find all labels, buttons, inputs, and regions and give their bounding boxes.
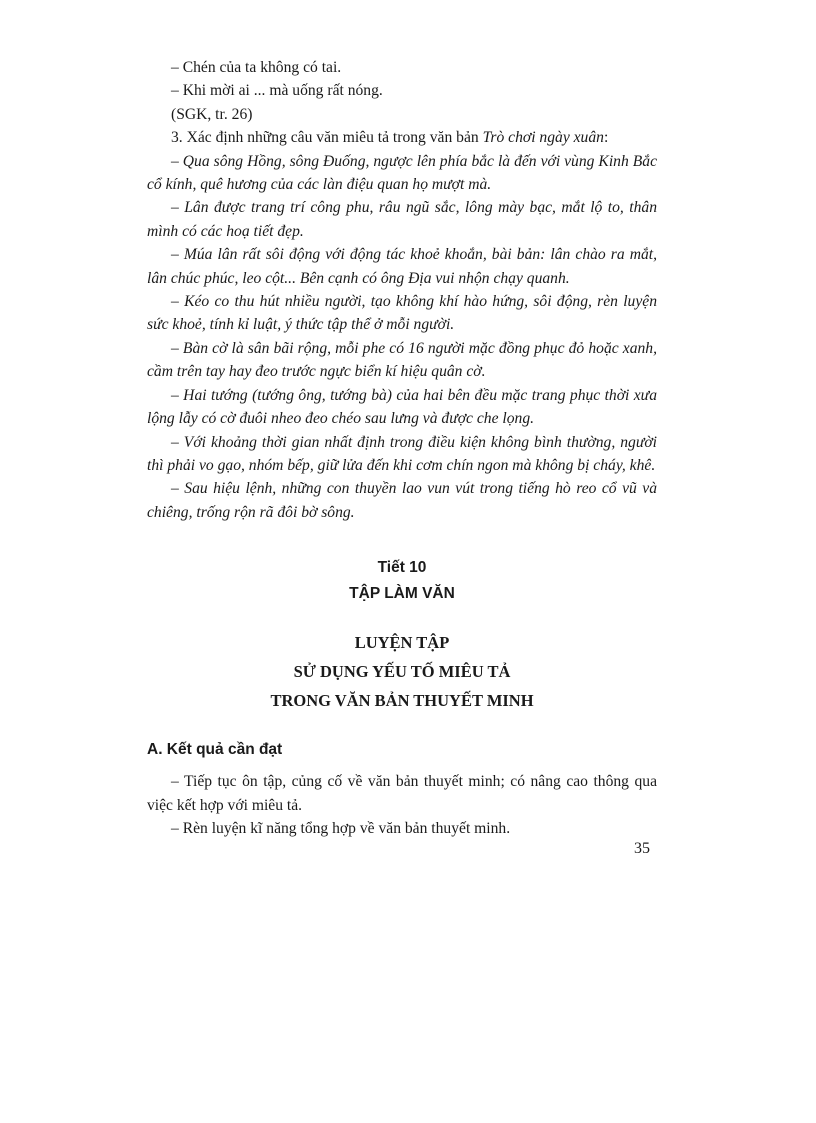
answer-item: – Lân được trang trí công phu, râu ngũ sắc, lông mày bạc, mắt lộ to, thân mình có các hoạ tiết đẹp.	[147, 199, 657, 240]
objective-item: – Rèn luyện kĩ năng tổng hợp về văn bản thuyết minh.	[171, 819, 511, 837]
answer-item: – Múa lân rất sôi động với động tác khoẻ khoắn, bài bản: lân chào ra mắt, lân chúc phúc, leo cột... Bên cạnh có ông Địa vui nhộn chạy quanh.	[147, 246, 657, 287]
question-prefix: 3. Xác định những câu văn miêu tả trong văn bản	[171, 129, 483, 147]
source-citation: (SGK, tr. 26)	[171, 105, 253, 123]
answer-item: – Qua sông Hồng, sông Đuống, ngược lên phía bắc là đến với vùng Kinh Bắc cổ kính, quê hương của các làn điệu quan họ mượt mà.	[147, 152, 657, 194]
lesson-period: Tiết 10	[377, 559, 427, 577]
answer-item: – Với khoảng thời gian nhất định trong điều kiện không bình thường, người thì phải vo gạo, nhóm bếp, giữ lửa đến khi cơm chín ngon mà không bị cháy, khê.	[147, 433, 657, 474]
lesson-title-line: LUYỆN TẬP	[354, 633, 450, 653]
page-content	[147, 56, 657, 840]
lesson-subject: TẬP LÀM VĂN	[349, 585, 455, 603]
page-number: 35	[634, 840, 650, 857]
section-a-heading: A. Kết quả cần đạt	[147, 741, 283, 759]
question-3	[147, 126, 657, 149]
objective-item: – Tiếp tục ôn tập, củng cố về văn bản thuyết minh; có nâng cao thông qua việc kết hợp với miêu tả.	[147, 773, 657, 814]
answer-item: – Bàn cờ là sân bãi rộng, mỗi phe có 16 người mặc đồng phục đỏ hoặc xanh, cầm trên tay hay đeo trước ngực biển kí hiệu quân cờ.	[147, 339, 657, 381]
answer-item: – Kéo co thu hút nhiều người, tạo không khí hào hứng, sôi động, rèn luyện sức khoẻ, tính kỉ luật, ý thức tập thể ở mỗi người.	[147, 293, 657, 334]
question-work-title: Trò chơi ngày xuân	[482, 129, 604, 147]
lesson-title-line: SỬ DỤNG YẾU TỐ MIÊU TẢ	[293, 662, 511, 682]
intro-line: – Khi mời ai ... mà uống rất nóng.	[171, 82, 383, 100]
answer-item: – Sau hiệu lệnh, những con thuyền lao vun vút trong tiếng hò reo cổ vũ và chiêng, trống rộn rã đôi bờ sông.	[147, 480, 657, 521]
question-suffix: :	[603, 129, 609, 147]
answer-item: – Hai tướng (tướng ông, tướng bà) của hai bên đều mặc trang phục thời xưa lộng lẫy có cờ đuôi nheo đeo chéo sau lưng và được che lọng.	[147, 386, 657, 428]
intro-line: – Chén của ta không có tai.	[171, 59, 342, 76]
lesson-title-line: TRONG VĂN BẢN THUYẾT MINH	[270, 691, 534, 711]
